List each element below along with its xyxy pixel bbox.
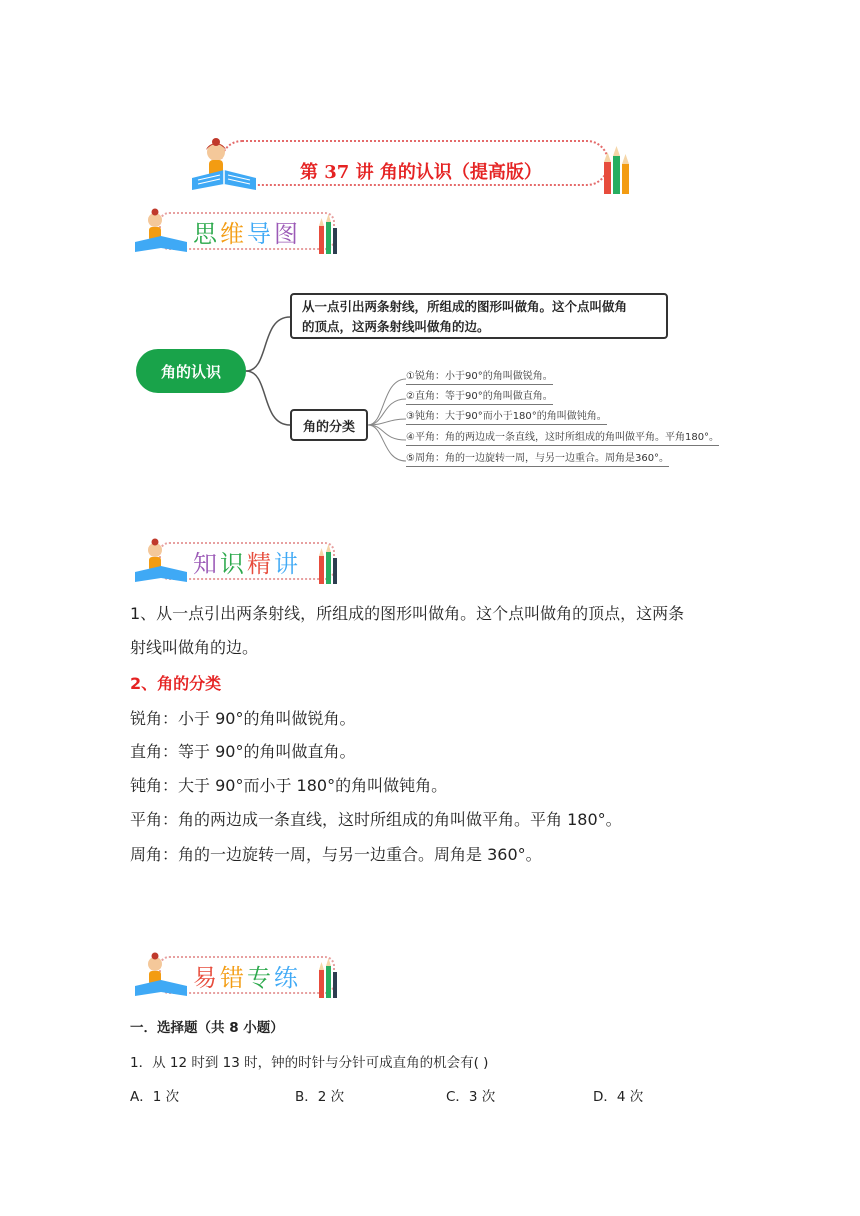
knowledge-item-1-line: 1、从一点引出两条射线，所组成的图形叫做角。这个点叫做角的顶点，这两条 [130,604,685,623]
angle-type-line: 钝角：大于 90°而小于 180°的角叫做钝角。 [130,776,448,795]
girl-reading-illustration [190,138,260,196]
mind-map [130,285,730,485]
angle-type-line: 平角：角的两边成一条直线，这时所组成的角叫做平角。平角 180°。 [130,810,622,829]
mindmap-leaf: ③钝角：大于90°而小于180°的角叫做钝角。 [406,407,607,425]
mindmap-classification-node: 角的分类 [290,409,368,441]
angle-type-line: 周角：角的一边旋转一周，与另一边重合。周角是 360°。 [130,845,542,864]
girl-reading-icon [133,538,189,586]
mindmap-definition-node [290,293,668,339]
mindmap-leaf: ①锐角：小于90°的角叫做锐角。 [406,367,553,385]
section-title: 知识精讲 [193,550,301,578]
section-title: 思维导图 [193,220,301,248]
page-title: 第 37 讲 角的认识（提高版） [300,162,542,183]
section-header-mindmap [133,208,338,256]
option-b[interactable]: B．2 次 [295,1089,345,1105]
pencils-icon [318,958,338,998]
option-a[interactable]: A．1 次 [130,1089,180,1105]
section-title: 易错专练 [193,964,301,992]
section-header-practice [133,952,338,1000]
question-text: 1．从 12 时到 13 时，钟的时针与分针可成直角的机会有( ) [130,1055,489,1071]
option-c[interactable]: C．3 次 [446,1089,496,1105]
angle-type-line: 直角：等于 90°的角叫做直角。 [130,742,356,761]
mindmap-root-node: 角的认识 [136,349,246,393]
pencils-icon [602,146,630,196]
girl-reading-icon [133,208,189,256]
knowledge-item-1-line: 射线叫做角的边。 [130,638,259,657]
section-header-knowledge [133,538,338,586]
pencils-icon [318,214,338,254]
mindmap-leaf: ④平角：角的两边成一条直线，这时所组成的角叫做平角。平角180°。 [406,428,719,446]
option-d[interactable]: D．4 次 [593,1089,644,1105]
title-banner [190,138,630,196]
mindmap-leaf: ⑤周角：角的一边旋转一周，与另一边重合。周角是360°。 [406,449,669,467]
girl-reading-icon [133,952,189,1000]
mindmap-leaf: ②直角：等于90°的角叫做直角。 [406,387,553,405]
knowledge-item-2-heading: 2、角的分类 [130,674,222,693]
definition-line: 从一点引出两条射线，所组成的图形叫做角。这个点叫做角 [302,299,628,314]
angle-type-line: 锐角：小于 90°的角叫做锐角。 [130,709,356,728]
practice-heading: 一．选择题（共 8 小题） [130,1020,284,1036]
pencils-icon [318,544,338,584]
definition-line: 的顶点，这两条射线叫做角的边。 [302,319,490,334]
